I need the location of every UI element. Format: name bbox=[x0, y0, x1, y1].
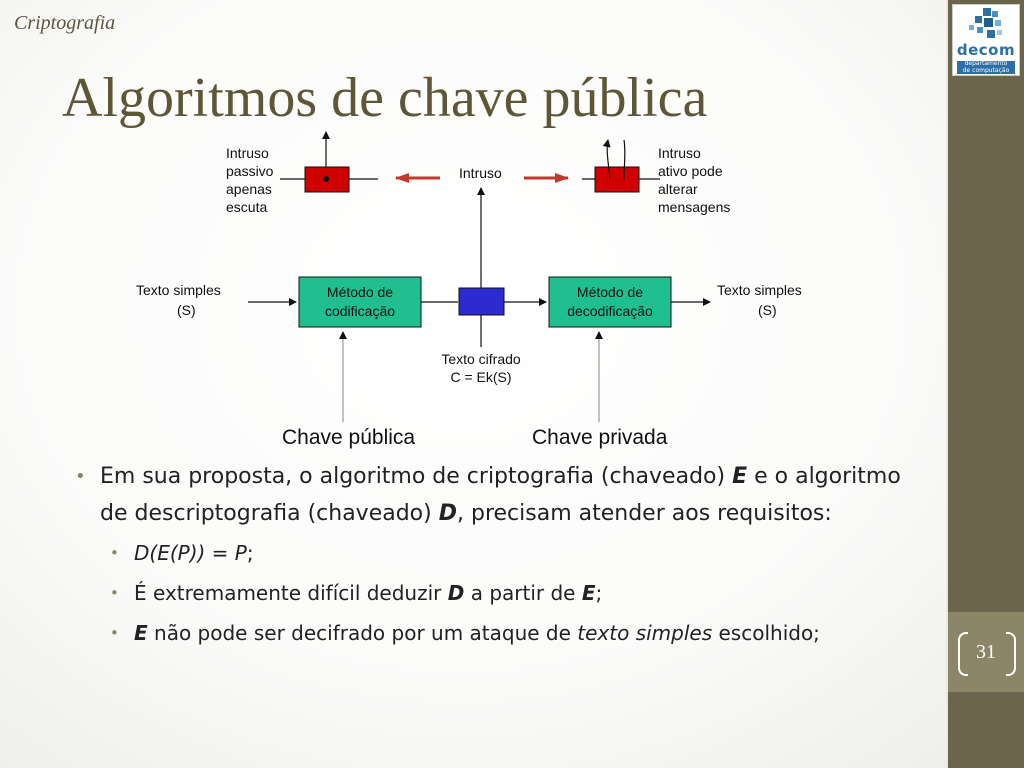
ciphertext-label-2: C = Ek(S) bbox=[450, 369, 512, 385]
requirements-bullet: • Em sua proposta, o algoritmo de criptografia (chaveado) E e o algoritmo de descriptografia (chaveado) D, precisam atender aos requisitos: bbox=[72, 458, 912, 532]
ciphertext-box bbox=[459, 288, 504, 315]
slide-content bbox=[72, 458, 912, 656]
decom-logo bbox=[952, 4, 1020, 76]
decom-logo-mark-icon bbox=[969, 8, 1003, 40]
symbol-d: D bbox=[447, 581, 465, 605]
plaintext-left-label-2: (S) bbox=[177, 302, 196, 318]
decrypt-box-label-2: decodificação bbox=[567, 303, 653, 319]
section-label: Criptografia bbox=[14, 12, 116, 34]
passive-intruder-label-1: Intruso bbox=[226, 145, 269, 161]
public-key-label: Chave pública bbox=[282, 426, 416, 449]
intruder-label: Intruso bbox=[459, 165, 502, 181]
formula: D(E(P)) = P bbox=[134, 541, 247, 565]
requirement-item-1: • D(E(P)) = P; bbox=[72, 536, 912, 570]
encrypt-box-label-2: codificação bbox=[324, 303, 396, 319]
active-intruder-label-3: alterar bbox=[658, 181, 698, 197]
active-intruder-label-2: ativo pode bbox=[658, 163, 723, 179]
symbol-d: D bbox=[438, 501, 457, 526]
cryptography-diagram bbox=[130, 130, 830, 455]
encrypt-box-label-1: Método de bbox=[326, 284, 394, 300]
passive-intruder-label-4: escuta bbox=[226, 199, 268, 215]
logo-subtitle: departamento de computação bbox=[957, 61, 1015, 74]
symbol-e: E bbox=[134, 621, 148, 645]
passive-intruder-label-2: passivo bbox=[226, 163, 274, 179]
page-number: 31 bbox=[976, 640, 996, 663]
requirement-item-2: • É extremamente difícil deduzir D a partir de E; bbox=[72, 576, 912, 610]
private-key-label: Chave privada bbox=[532, 426, 668, 449]
active-intruder-box bbox=[595, 167, 639, 192]
ciphertext-label-1: Texto cifrado bbox=[441, 351, 521, 367]
requirement-item-3: • E não pode ser decifrado por um ataque de texto simples escolhido; bbox=[72, 616, 912, 650]
symbol-e: E bbox=[581, 581, 596, 605]
passive-intruder-label-3: apenas bbox=[226, 181, 272, 197]
symbol-e: E bbox=[732, 464, 748, 489]
active-intruder-label-1: Intruso bbox=[658, 145, 701, 161]
plaintext-right-label-1: Texto simples bbox=[717, 282, 802, 298]
slide-title: Algoritmos de chave pública bbox=[62, 67, 708, 129]
chosen-plaintext-term: texto simples bbox=[577, 621, 713, 645]
tap-point-icon bbox=[323, 176, 329, 182]
active-intruder-label-4: mensagens bbox=[658, 199, 731, 215]
logo-name: decom bbox=[956, 41, 1016, 59]
plaintext-left-label-1: Texto simples bbox=[136, 282, 221, 298]
plaintext-right-label-2: (S) bbox=[758, 302, 777, 318]
decrypt-box-label-1: Método de bbox=[576, 284, 644, 300]
